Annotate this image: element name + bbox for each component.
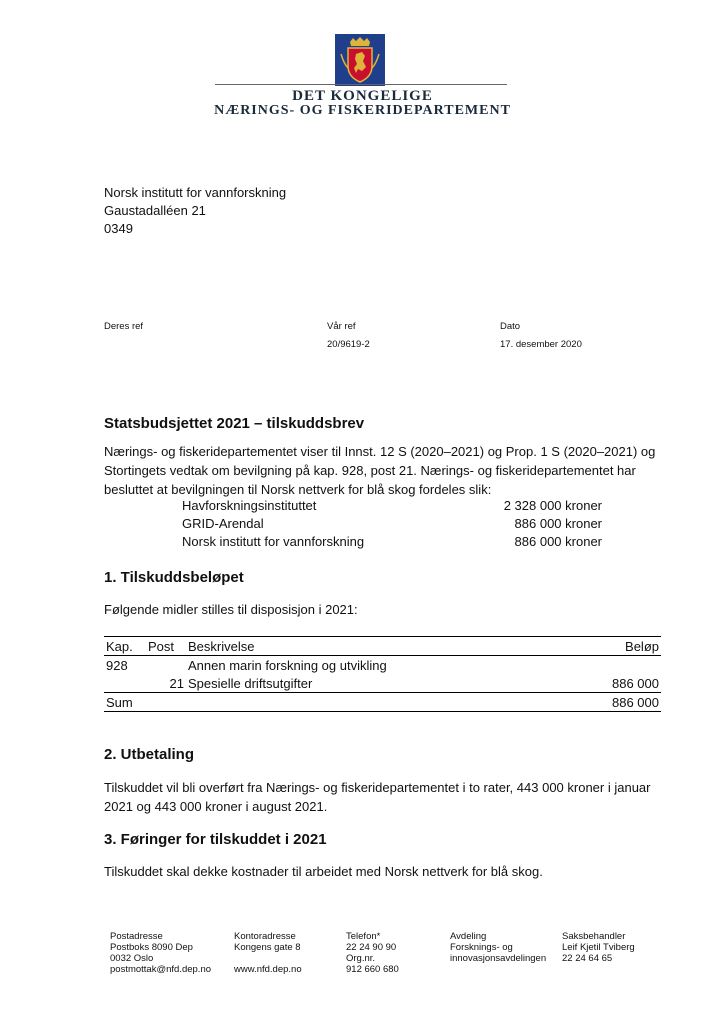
- footer-line: 22 24 90 90: [346, 942, 397, 953]
- intro-paragraph: Nærings- og fiskeridepartementet viser til Innst. 12 S (2020–2021) og Prop. 1 S (2020–2021) og Stortingets vedtak om bevilgning på kap. 928, post 21. Nærings- og fiskeridepartementet har besluttet at bevilgningen til Norsk nettverk for blå skog fordeles slik:: [104, 444, 656, 497]
- header-rule: [215, 84, 507, 85]
- footer-line: Leif Kjetil Tviberg: [562, 942, 635, 953]
- section1-text: Følgende midler stilles til disposisjon i 2021:: [104, 602, 358, 617]
- footer-line: Postadresse: [110, 931, 163, 942]
- allocation-row: [182, 515, 602, 533]
- col-description: Beskrivelse: [188, 638, 255, 654]
- section3-text: Tilskuddet skal dekke kostnader til arbeidet med Norsk nettverk for blå skog.: [104, 864, 543, 879]
- cell-amount: [566, 656, 661, 675]
- allocation-row: [182, 533, 602, 551]
- table-row: [104, 674, 661, 693]
- footer-line: Kontoradresse: [234, 931, 296, 942]
- budget-table: [104, 636, 661, 712]
- var-ref-value: 20/9619-2: [327, 339, 370, 350]
- cell-description: Annen marin forskning og utvikling: [188, 657, 387, 673]
- section3-heading: 3. Føringer for tilskuddet i 2021: [104, 831, 327, 848]
- allocation-name: Norsk institutt for vannforskning: [182, 534, 365, 549]
- footer-line: 912 660 680: [346, 964, 399, 975]
- cell-kap: 928: [106, 657, 128, 673]
- footer-postadresse: [110, 931, 211, 975]
- footer-line: Saksbehandler: [562, 931, 626, 942]
- footer-line: Postboks 8090 Dep: [110, 942, 193, 953]
- letter-title: Statsbudsjettet 2021 – tilskuddsbrev: [104, 415, 365, 432]
- recipient-postcode: 0349: [104, 221, 133, 236]
- date-label: Dato: [500, 321, 521, 332]
- footer-line: [234, 953, 302, 964]
- recipient-street: Gaustadalléen 21: [104, 203, 206, 218]
- cell-post: 21: [169, 675, 184, 691]
- col-post: Post: [148, 638, 175, 654]
- allocation-row: [182, 497, 602, 515]
- allocation-amount: 886 000 kroner: [514, 516, 602, 531]
- date-value: 17. desember 2020: [500, 339, 582, 350]
- footer-saksbehandler: [562, 931, 635, 964]
- footer-avdeling: [450, 931, 546, 964]
- sum-amount: 886 000: [612, 694, 659, 710]
- table-sum-row: [104, 693, 661, 712]
- ministry-name-line1: DET KONGELIGE: [292, 88, 433, 104]
- footer-telefon: [346, 931, 399, 975]
- col-amount: Beløp: [625, 638, 659, 654]
- table-row: [104, 656, 661, 675]
- footer-line: Org.nr.: [346, 953, 376, 964]
- recipient-name: Norsk institutt for vannforskning: [104, 185, 287, 200]
- deres-ref: [104, 318, 143, 336]
- footer-website[interactable]: www.nfd.dep.no: [234, 964, 302, 975]
- cell-description: Spesielle driftsutgifter: [188, 675, 313, 691]
- table-header-row: [104, 637, 661, 656]
- ministry-name-line2: NÆRINGS- OG FISKERIDEPARTEMENT: [214, 103, 511, 118]
- recipient-address: [104, 184, 286, 238]
- section2-heading: 2. Utbetaling: [104, 746, 195, 763]
- allocation-name: GRID-Arendal: [182, 516, 264, 531]
- deres-ref-label: Deres ref: [104, 321, 144, 332]
- allocation-amount: 886 000 kroner: [514, 534, 602, 549]
- sum-label: Sum: [106, 694, 133, 710]
- footer-line: Kongens gate 8: [234, 942, 301, 953]
- cell-post: [146, 656, 186, 675]
- allocation-list: [182, 497, 602, 551]
- footer-line: 0032 Oslo: [110, 953, 154, 964]
- col-kap: Kap.: [106, 638, 133, 654]
- cell-kap: [104, 674, 146, 693]
- section1-heading: 1. Tilskuddsbeløpet: [104, 569, 244, 586]
- cell-amount: 886 000: [612, 675, 659, 691]
- var-ref: [327, 318, 370, 354]
- footer-line: innovasjonsavdelingen: [450, 953, 547, 964]
- allocation-name: Havforskningsinstituttet: [182, 498, 317, 513]
- coat-of-arms-logo: [335, 34, 385, 86]
- date: [500, 318, 582, 354]
- footer-line: Forsknings- og: [450, 942, 513, 953]
- footer-line: Telefon*: [346, 931, 381, 942]
- allocation-amount: 2 328 000 kroner: [503, 498, 602, 513]
- footer-line: 22 24 64 65: [562, 953, 613, 964]
- section2-text: Tilskuddet vil bli overført fra Nærings- og fiskeridepartementet i to rater, 443 000 kroner i januar 2021 og 443 000 kroner i august 2021.: [104, 780, 651, 814]
- footer-kontoradresse: [234, 931, 302, 975]
- footer-line: Avdeling: [450, 931, 487, 942]
- var-ref-label: Vår ref: [327, 321, 356, 332]
- footer-email[interactable]: postmottak@nfd.dep.no: [110, 964, 212, 975]
